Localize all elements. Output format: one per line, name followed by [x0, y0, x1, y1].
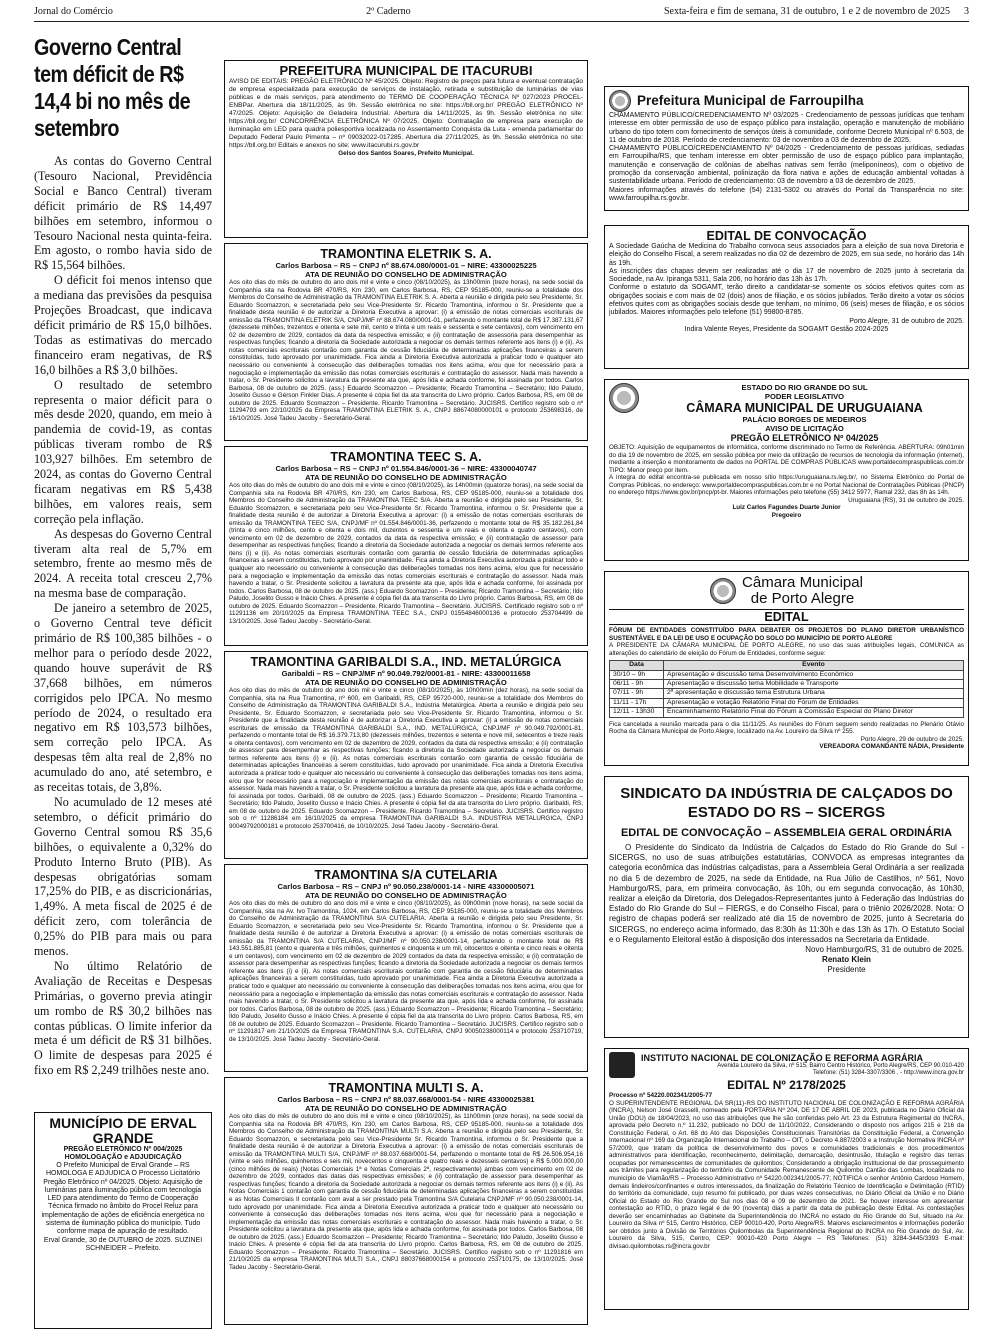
column-public-notices — [604, 86, 969, 1334]
notice-body: O Prefeito Municipal de Erval Grande – RS HOMOLOGA E ADJUDICA O Processo Licitatório Pregão Eletrônico nº 04/2025. Objeto: Aquisição de luminárias para iluminação pública com tecnologia LED para atendimento do Termo de Cooperação Técnica firmado no âmbito do Procel Reluz para implementação de ações de eficiência energética no sistema de iluminação pública do município. Tudo conforme mapa de apuração de resultado. — [41, 1162, 205, 1236]
article-paragraph: O déficit foi menos intenso que a mediana das previsões da pesquisa Projeções Broadcast, que indicava déficit primário de R$ 15,0 bilhões. Todas as estimativas do mercado financeiro eram negativas, de R$ 16,0 bilhões a R$ 3,0 bilhões. — [34, 273, 212, 377]
table-row — [610, 698, 964, 707]
article-body — [34, 154, 212, 1078]
notice-tramontina-teec — [224, 446, 588, 646]
table-cell: 06/11 - 9h — [610, 680, 664, 689]
uruguaiana-coat-of-arms-icon — [609, 383, 639, 413]
notice-subtitle: ATA DE REUNIÃO DO CONSELHO DE ADMINISTRAÇÃO — [305, 891, 507, 900]
table-cell: Apresentação e discussão tema Desenvolvimento Econômico — [664, 670, 964, 679]
notice-line: ESTADO DO RIO GRANDE DO SUL — [741, 383, 868, 392]
notice-title: SINDICATO DA INDÚSTRIA DE CALÇADOS DO ESTADO DO RS – SICERGS — [620, 785, 953, 821]
notice-process-number: Processo nº 54220.002341/2005-77 — [609, 1092, 713, 1099]
article-paragraph: No último Relatório de Avaliação de Receitas e Despesas Primárias, o governo previa atingir um rombo de R$ 30,2 bilhões nas contas públicas. O limite inferior da meta é um déficit de R$ 31 bilhões. O limite de despesas para 2025 é fixo em R$ 2,249 trilhões neste ano. — [34, 958, 212, 1078]
notice-tramontina-eletrik — [224, 243, 588, 441]
notice-date: Uruguaiana (RS), 31 de outubro de 2025. — [848, 496, 964, 504]
notice-body: Aos oito dias do mês de outubro do ano dois mil e vinte e cinco (08/10/2025), às 14h00min (quatorze horas), na sede social da Companhia sita na Rodovia BR 470/RS, Km 230, em Carlos Barbosa, RS, CEP 95185-000, reuniu-se a totalidade dos Membros do Conselho de Administração da TRAMONTINA TEEC S/A. Aberta a reunião e dirigida pelo seu Presidente, Sr. Eduardo Scomazzon, e secretariada pelo seu Vice-Presidente Sr. Ricardo Tramontina, informou o Sr. Presidente que a finalidade desta reunião é de autorizar a Diretoria Executiva a aprovar: (i) a emissão de notas comerciais escriturais de emissão da TRAMONTINA TEEC S/A, CNPJ/MF nº 01.554.846/0001-36, perfazendo o montante total de R$ 35.182.261,84 (trinta e cinco milhões, cento e oitenta e dois mil, duzentos e sessenta e um reais e oitenta e quatro centavos), com vencimento em 02 de dezembro de 2029, contados da data da respectiva emissão; e (ii) contratação de assessor para desempenhar as respectivas funções; ficando a diretoria da Sociedade autorizada a negociar os demais termos referente aos itens (i) e (ii). As notas comerciais escriturais contarão com garantia de cessão fiduciária de determinadas aplicações financeiras a serem constituídas, tudo aprovado por unanimidade. Fica ainda a Diretoria Executiva autorizada a praticar todo e qualquer ato necessário ou conveniente à consecução das deliberações tomadas nos itens acima, e/ou que for necessário para a negociação e implementação da emissão das notas comerciais escriturais e contratação do assessor. Nada mais havendo a tratar, o Sr. Presidente solicitou a lavratura da presente ata que, após lida e achada conforme, foi assinada por todos. Carlos Barbosa, 08 de outubro de 2025. (ass.) Eduardo Scomazzon – Presidente; Ricardo Tramontina – Secretário; Ildo Paludo, Joselito Gusso e Inácio Chies. A presente é cópia fiel da ata transcrita do Livro próprio. Carlos Barbosa, RS, em 08 de outubro de 2025. Eduardo Scomazzon – Presidente. Ricardo Tramontina – Secretário. JUCISRS. Certificado registro sob o nº 11291136 em 20/10/2025 da Empresa TRAMONTINA TEEC S.A., CNPJ 01554846000136 e protocolo 253704499 de 13/10/2025. José Tadeu Jacoby - Secretário-Geral. — [229, 482, 583, 625]
notice-cnpj: Carlos Barbosa – RS – CNPJ nº 90.050.238/0001-14 - NIRE 43300005071 — [277, 882, 535, 891]
notice-paragraph: As inscrições das chapas devem ser realizadas até o dia 17 de novembro de 2025 junto à secretaria da Sociedade, na Av. Ipiranga 5311, Sala 206, no horário das 13h às 17h. — [609, 267, 964, 284]
notice-paragraph: A Sociedade Gaúcha de Medicina do Trabalho convoca seus associados para a eleição de sua nova Diretoria e eleição do Conselho Fiscal, a serem realizadas no dia 02 de dezembro de 2025, em sua sede, no horário das 14h às 19h. — [609, 243, 964, 267]
newspaper-name: Jornal do Comércio — [34, 6, 113, 17]
notice-title: Câmara Municipal — [742, 574, 863, 591]
notice-cnpj: Carlos Barbosa – RS – CNPJ nº 01.554.846/0001-36 – NIRE: 43300040747 — [275, 464, 537, 473]
notice-itacurubi — [224, 60, 588, 238]
table-row — [610, 689, 964, 698]
table-cell: Encaminhamento Relatório Final do Fórum à Comissão Especial do Plano Diretor — [664, 708, 964, 717]
table-row — [610, 670, 964, 679]
notice-address: Avenida Loureiro da Silva, nº 515, Bairro Centro Histórico, Porto Alegre/RS, CEP 90.010-420 — [717, 1063, 964, 1069]
notice-title: MUNICÍPIO DE ERVAL GRANDE — [49, 1115, 197, 1146]
notice-body: Aos oito dias do mês de outubro do ano dois mil e vinte e cinco (08/10/2025), às 10h00min (dez horas), na sede social da Companhia, sita na Rua Tramontina, nº 600, em Garibaldi, RS, CEP 95720-000, reuniu-se a totalidade dos Membros do Conselho de Administração da TRAMONTINA GARIBALDI S.A., Indústria Metalúrgica. Aberta a reunião e dirigida pelo seu Presidente, Sr. Eduardo Scomazzon, e secretariada pelo seu Vice-Presidente Sr. Ricardo Tramontina, informou o Sr. Presidente que a finalidade desta reunião é de autorizar a Diretoria Executiva a aprovar: (i) a emissão de notas comerciais escriturais de emissão da TRAMONTINA GARIBALDI S.A., IND. METALÚRGICA, CNPJ/MF nº 90.049.792/0001-81, perfazendo o montante total de R$ 16.379.713,80 (dezesseis milhões, trezentos e setenta e nove mil, setecentos e treze reais e oitenta centavos), com vencimento em 02 de dezembro de 2029, contados da data da respectiva emissão; e (ii) contratação de assessor para desempenhar as respectivas funções; ficando a diretoria da Sociedade autorizada a negociar os demais termos referente aos itens (i) e (ii). As notas comerciais escriturais contarão com garantia de cessão fiduciária de determinadas aplicações financeiras a serem constituídas, tudo aprovado por unanimidade. Fica ainda a Diretoria Executiva autorizada a praticar todo e qualquer ato necessário ou conveniente à consecução das deliberações tomadas nos itens acima, e/ou que for necessário para a negociação e implementação da emissão das notas comerciais escriturais e contratação do assessor. Nada mais havendo a tratar, o Sr. Presidente solicitou a lavratura da presente ata que, após lida e achada conforme, foi assinada por todos. Garibaldi, 08 de outubro de 2025. (ass.) Eduardo Scomazzon – Presidente; Ricardo Tramontina – Secretário; Ildo Paludo, Joselito Gusso e Inácio Chies. A presente é cópia fiel da ata transcrita do Livro próprio. Garibaldi, RS, em 08 de outubro de 2025. Eduardo Scomazzon – Presidente. Ricardo Tramontina – Secretário. JUCISRS. Certifico registro sob o nº 11286184 em 16/10/2025 da empresa TRAMONTINA GARIBALDI S.A. INDUSTRIA METALURGICA, CNPJ 90049792000181 e protocolo 253700416, de 10/10/2025. José Tadeu Jacoby - Secretário-Geral. — [229, 687, 583, 830]
notice-paragraph: A íntegra do edital encontra-se publicada em nosso sítio https://uruguaiana.rs.leg.br/, no Sistema Eletrônico do Portal de Compras Públicas, no endereço: www.portaldecompraspublicas.com.br e no Portal Nacional de Contratações Públicas (PNCP) no endereço https://www.gov.br/pncp/pt-br. Maiores informações pelo telefone (55) 3412 5977, Ramal 232, das 8h às 14h. — [609, 474, 964, 497]
table-cell: 12/11 - 13h30 — [610, 708, 664, 717]
notice-intro: FÓRUM DE ENTIDADES CONSTITUÍDO PARA DEBATER OS PROJETOS DO PLANO DIRETOR URBANÍSTICO SUSTENTÁVEL E DA LEI DE USO E OCUPAÇÃO DO SOLO DO MUNICÍPIO DE PORTO ALEGRE — [609, 627, 964, 642]
notice-subtitle: ATA DE REUNIÃO DO CONSELHO DE ADMINISTRAÇÃO — [305, 473, 507, 482]
calendar-table — [609, 660, 964, 717]
notice-body: Aos oito dias do mês de outubro do ano dois mil e vinte e cinco (08/10/2025), às 13h00min (treze horas), na sede social da Companhia sita na Rodovia BR 470/RS, Km 230, em Carlos Barbosa, RS, CEP 95185-000, reuniu-se a totalidade dos Membros do Conselho de Administração da TRAMONTINA ELETRIK S. A. Aberta a reunião e dirigida pelo seu Presidente, Sr. Eduardo Scomazzon, e secretariada pelo seu Vice-Presidente Sr. Ricardo Tramontina, informou o Sr. Presidente que a finalidade desta reunião é de autorizar a Diretoria Executiva a aprovar: (i) a emissão de notas comerciais escriturais de emissão da TRAMONTINA ELETRIK S/A, CNPJ/MF nº 88.674.080/0001-01, perfazendo o montante total de R$ 17.387.131,67 (dezessete milhões, trezentos e oitenta e sete mil, cento e trinta e um reais e sessenta e sete centavos), com vencimento em 02 de dezembro de 2029, contados da data da respectiva emissão; e (ii) contratação de assessoria para desempenhar as respectivas funções; ficando a diretoria da Sociedade autorizada a negociar os demais termos referente aos itens (i) e (ii). As notas comerciais escriturais contarão com garantia de cessão fiduciária de determinadas aplicações financeiras a serem constituídas, tudo aprovado por unanimidade. Fica ainda a Diretoria Executiva autorizada a praticar todo e qualquer ato necessário ou conveniente à consecução das deliberações tomadas nos itens acima, e/ou que for necessário para a negociação e implementação da emissão das notas comerciais escriturais e contratação do assessor. Nada mais havendo a tratar, o Sr. Presidente solicitou a lavratura da presente ata que, após lida e achada conforme, foi assinada por todos. Carlos Barbosa, 08 de outubro de 2025. (ass.) Eduardo Scomazzon – Presidente; Ricardo Tramontina – Secretário; Ildo Paludo, Joselito Gusso e Gérson Finkler Dias. A presente é cópia fiel da ata transcrita do Livro próprio. Carlos Barbosa, RS, em 08 de outubro de 2025. Eduardo Scomazzon – Presidente. Ricardo Tramontina – Secretário. JUCISRS. Certifico registro sob o nº 11294793 em 22/10/2025 da Empresa TRAMONTINA ELETRIK S. A., CNPJ 88674080000101 e protocolo 253698316, de 16/10/2025. José Tadeu Jacoby - Secretário-Geral. — [229, 279, 583, 422]
issue-date: Sexta-feira e fim de semana, 31 de outubro, 1 e 2 de novembro de 2025 — [663, 6, 950, 17]
notice-body: AVISO DE EDITAIS: PREGÃO ELETRÔNICO Nº 45/2025. Objeto: Registro de preços para futura e eventual contratação de empresa especializada para execução de serviços de instalação, retirada e substituição de luminárias de vias públicas e de mais serviços, para atendimento do TERMO DE COOPERAÇÃO TÉCNICA Nº 027/2023 PROCEL-ENBPar. Abertura dia 18/11/2025, às 9h. Sessão eletrônica no site: https://bll.org.br/ PREGÃO ELETRÔNICO Nº 47/2025. Objeto: Aquisição de Geladeira Industrial. Abertura dia 14/11/2025, às 9h. Sessão eletrônica no site: https://bll.org.br/ CONCORRÊNCIA ELETRÔNICA Nº 07/2025. Objeto: Contratação de empresa para execução de iluminação em LED para quadra poliesportiva localizada no Assentamento Conquista da Luta - emenda parlamentar do Deputado Federal Paulo Pimenta – nº 09032022-017285. Abertura dia 27/11/2025, às 9h. Sessão eletrônica no site: https://bll.org.br/ Editais e anexos no site: www.itacurubi.rs.gov.br — [229, 78, 583, 149]
notice-body: O Presidente do Sindicato da Indústria de Calçados do Estado do Rio Grande do Sul - SICERGS, no uso de suas atribuições estatutárias, CONVOCA as empresas integrantes da categoria econômica das indústrias calçadistas, para a Assembleia Geral Ordinária a ser realizada no dia 5 de dezembro de 2025, na sede da Entidade, na Rua Júlio de Castilhos, nº 561, Novo Hamburgo/RS, para, em primeira convocação, às 10h, ou em segunda convocação, às 10h30, realizar a eleição da Diretoria, dos Delegados-Representantes junto à Federação das Indústrias do Estado do Rio Grande do Sul – FIERGS, e do Conselho Fiscal, para o triênio 2026/2028. Nota: O registro de chapas poderá ser realizado até dia 15 de novembro de 2025, junto à Secretaria do SICERGS, no endereço acima informado, das 8:30h às 11:30h e das 13h às 17h. O Estatuto Social e o Regulamento Eleitoral estão à disposição dos interessados na Secretaria da Entidade. — [609, 843, 964, 944]
notice-body: Aos oito dias do mês de outubro do ano dois mil e vinte e cinco (08/10/2025), às 09h00min (nove horas), na sede social da Companhia, sita na Av. Ivo Tramontina, 1024, em Carlos Barbosa, RS, CEP 95185-000, reuniu-se a totalidade dos Membros do Conselho de Administração da TRAMONTINA S/A CUTELARIA. Aberta a reunião e dirigida pelo seu Presidente, Sr. Eduardo Scomazzon, e secretariada pelo seu Vice-Presidente Sr. Ricardo Tramontina, informou o Sr. Presidente que a finalidade desta reunião é de autorizar a Diretoria Executiva a aprovar: (i) a emissão de notas comerciais escriturais de emissão da TRAMONTINA S/A CUTELARIA, CNPJ/MF nº 90.050.238/0001-14, perfazendo o montante total de R$ 143.551.885,81 (cento e quarenta e três milhões, quinhentos e cinquenta e um mil, oitocentos e oitenta e cinco reais e oitenta e um centavos), com vencimento em 02 de dezembro de 2029 contados da data da respectiva emissão; e (ii) contratação de assessor para desempenhar as respectivas funções; ficando a diretoria da Sociedade autorizada a negociar os demais termos referente aos itens (i) e (ii). As notas comerciais escriturais contarão com garantia de cessão fiduciária de determinadas aplicações financeiras a serem constituídas, tudo aprovado por unanimidade. Fica ainda a Diretoria Executiva autorizada a praticar todo e qualquer ato necessário ou conveniente à consecução das deliberações tomadas nos itens acima, e/ou que for necessário para a negociação e implementação da emissão das notas comerciais escriturais e contratação do assessor. Nada mais havendo a tratar, o Sr. Presidente solicitou a lavratura da presente ata que, após lida e achada conforme, foi assinada por todos. Carlos Barbosa, 08 de outubro de 2025. (ass.) Eduardo Scomazzon – Presidente; Ricardo Tramontina – Secretário; Ildo Paludo, Joselito Gusso e Inácio Chies. A presente é cópia fiel da ata transcrita do Livro próprio. Carlos Barbosa, RS, em 08 de outubro de 2025. Eduardo Scomazzon – Presidente. Ricardo Tramontina – Secretário. JUCISRS. Certifico registro sob o nº 11291817 em 21/10/2025 da Empresa TRAMONTINA S.A. CUTELARIA, CNPJ 90050238000114 e protocolo 253710719, de 13/10/2025. José Tadeu Jacoby - Secretário-Geral. — [229, 900, 583, 1043]
notice-sicergs — [604, 776, 969, 1038]
notice-title: TRAMONTINA GARIBALDI S.A., IND. METALÚRGICA — [250, 655, 562, 669]
article-paragraph: As despesas do Governo Central tiveram alta real de 5,7% em setembro, frente ao mesmo mês de 2024. A receita total cresceu 2,7% na mesma base de comparação. — [34, 526, 212, 601]
notice-signature: Erval Grande, 30 de OUTUBRO de 2025. SUZINEI SCHNEIDER – Prefeito. — [43, 1236, 203, 1252]
notice-signature: VEREADORA COMANDANTE NÁDIA, Presidente — [819, 743, 964, 751]
notice-title: Prefeitura Municipal de Farroupilha — [637, 93, 864, 108]
article-headline: Governo Central tem déficit de R$ 14,4 bi no mês de setembro — [34, 34, 191, 141]
notice-body: O SUPERINTENDENTE REGIONAL DA SR(11)-RS DO INSTITUTO NACIONAL DE COLONIZAÇÃO E REFORMA AGRÁRIA (INCRA), Nelson José Grasselli, nomeado pela PORTARIA Nº 204, DE 17 DE ABRIL DE 2023, publicada no Diário Oficial da União (DOU) de 18/04/2023, no uso das atribuições que lhe são conferidas pelo Art. 23 da Estrutura Regimental do INCRA, aprovada pelo Decreto n.º 11.232, publicado no DOU de 11/10/2022, Considerando o disposto nos artigos 215 e 216 da Constituição Federal, o Art. 68 do Ato das Disposições Constitucionais Transitórias da Constituição Federal, a Convenção Internacional nº 169 da Organização Internacional do Trabalho – OIT, o Decreto 4.887/2003 e a Instrução Normativa INCRA nº 57/2009, que tratam da política de desenvolvimento dos povos e comunidades tradicionais e dos procedimentos administrativos para identificação, reconhecimento, delimitação, demarcação, desintrusão, titulação e registro das terras ocupadas por remanescentes de comunidades de quilombos; Considerando a obrigação institucional de dar prosseguimento aos trâmites para regularização do território da Comunidade Remanescente de Quilombo Cantão das Lombas, localizada no município de Viamão/RS – Processo Administrativo nº 54220.002341/2005-77; NOTIFICA o senhor Antônio Cardoso Homem, demais lindeiros/confinantes e outros interessados, da finalização do Relatório Técnico de Identificação e Delimitação (RTID) do território da comunidade, cujo resumo foi publicado, por duas vezes consecutivas, no Diário Oficial da União e no Diário Oficial do Estado do Rio Grande do Sul nos dias 08 e 09 de dezembro de 2021. Se houver interesse em apresentar contestação ao RTID, o prazo legal é de 90 (noventa) dias a partir da data de publicação deste Edital. As contestações deverão ser encaminhadas ao Gabinete da Superintendência do INCRA no estado do Rio Grande do Sul, situado na Av. Loureiro da Silva nº 515, Centro Histórico, CEP 90010-420, Porto Alegre/RS. Maiores esclarecimentos e informações poderão ser obtidos junto à Divisão de Territórios Quilombolas da Superintendência Regional do INCRA no Rio Grande do Sul, Av. Loureiro da Silva, 515, Centro, CEP: 90010-420 Porto Alegre – RS Telefones: (51) 3284-3445/3393 E-mail: divisao.quilombolas.rs@incra.gov.br — [609, 1099, 964, 1250]
notice-signature-role: Pregoeiro — [771, 511, 802, 519]
notice-subtitle: EDITAL DE CONVOCAÇÃO – ASSEMBLEIA GERAL ORDINÁRIA — [620, 827, 953, 839]
notice-title: TRAMONTINA MULTI S. A. — [328, 1081, 484, 1095]
table-header-row — [610, 661, 964, 670]
table-cell: Apresentação e votação Relatório Final do Fórum de Entidades — [664, 698, 964, 707]
notice-paragraph: CHAMAMENTO PÚBLICO/CREDENCIAMENTO Nº 03/2025 - Credenciamento de pessoas jurídicas que tenham interesse em obter permissão de uso de espaço público para instalação, operação e manutenção de mobiliário urbano do tipo totem com fornecimento de serviços úteis à comunidade, conforme Decreto Municipal nº 6.503, de 11 de outubro de 2018. Período de credenciamento: 03 de novembro a 03 de dezembro de 2025. — [609, 112, 964, 144]
table-cell: 07/11 - 9h — [610, 689, 664, 698]
notice-tramontina-multi — [224, 1077, 588, 1325]
notice-erval-grande — [34, 1112, 212, 1329]
notice-paragraph: Maiores informações através do telefone (54) 2131-5302 ou através do Portal da Transparência no site: www.farroupilha.rs.gov.br. — [609, 186, 964, 202]
notice-signature: Gelso dos Santos Soares, Prefeito Municipal. — [338, 150, 474, 157]
notice-tramontina-garibaldi — [224, 651, 588, 859]
notice-subtitle: ATA DE REUNIÃO DO CONSELHO DE ADMINISTRAÇÃO — [305, 678, 507, 687]
article-paragraph: As contas do Governo Central (Tesouro Nacional, Previdência Social e Banco Central) tiveram déficit primário de R$ 14,497 bilhões em setembro, informou o Tesouro Nacional nesta quinta-feira. Em agosto, o rombo havia sido de R$ 15,564 bilhões. — [34, 154, 212, 273]
notice-intro: A PRESIDENTE DA CÂMARA MUNICIPAL DE PORTO ALEGRE, no uso das suas atribuições legais, COMUNICA as alterações do calendário de eleição do Fórum de Entidades, conforme segue: — [609, 642, 964, 657]
notice-cnpj: Carlos Barbosa – RS – CNPJ nº 88.037.668/0001-54 - NIRE 43300025381 — [277, 1095, 535, 1104]
notice-date: Novo Hamburgo/RS, 31 de outubro de 2025. — [805, 945, 964, 955]
notice-sogamt — [604, 225, 969, 369]
table-row — [610, 680, 964, 689]
notice-signature: Renato Klein — [822, 955, 871, 965]
notice-line: PALÁCIO BORGES DE MEDEIROS — [742, 415, 867, 424]
page-header — [34, 6, 969, 22]
notice-signature: Luiz Carlos Fagundes Duarte Junior — [732, 504, 841, 512]
notice-camara-porto-alegre — [604, 571, 969, 766]
notice-edital-label: EDITAL — [609, 609, 964, 625]
notice-cnpj: Garibaldi – RS – CNPJ/MF nº 90.049.792/0001-81 - NIRE: 43300011658 — [281, 669, 531, 678]
notice-paragraph: Conforme o estatuto da SOGAMT, terão direito a candidatar-se somente os sócios efetivos quites com as obrigações sociais e com mais de 02 (dois) anos de filiação, e os sócios jubilados. Terão direito a votar os sócios efetivos quites com as obrigações sociais desde que tenham, no mínimo, 06 (seis) meses de filiação, e os sócios jubilados. Maiores informações pelo telefone (51) 99800-8785. — [609, 284, 964, 317]
notice-line: PODER LEGISLATIVO — [764, 392, 845, 401]
notice-farroupilha — [604, 86, 969, 211]
table-header: Evento — [664, 661, 964, 670]
notice-paragraph: CHAMAMENTO PÚBLICO/CREDENCIAMENTO Nº 04/2025 - Credenciamento de pessoas jurídicas, sediadas em Farroupilha/RS, que tenham interesse em obter permissão de uso de espaço público para implantação, manutenção e conservação de colônias de abelhas nativas sem ferrão (meliponíneos), com o objetivo de promoção da conservação ambiental, polinização da flora nativa e ações de educação ambiental voltadas à sustentabilidade urbana. Período de credenciamento: 03 de novembro a 03 de dezembro de 2025. — [609, 145, 964, 186]
notice-date: Porto Alegre, 29 de outubro de 2025. — [860, 735, 964, 743]
notice-title: TRAMONTINA ELETRIK S. A. — [320, 247, 492, 261]
notice-title: TRAMONTINA S/A CUTELARIA — [314, 868, 498, 882]
notice-subtitle: ATA DE REUNIÃO DO CONSELHO DE ADMINISTRAÇÃO — [305, 1104, 507, 1113]
table-row — [610, 708, 964, 717]
column-article — [34, 26, 212, 1334]
notice-signature-role: Presidente — [827, 965, 866, 975]
page-number: 3 — [963, 6, 969, 17]
table-cell: 11/11 - 17h — [610, 698, 664, 707]
column-legal-notices — [224, 60, 588, 1334]
article-paragraph: O resultado de setembro representa o maior déficit para o mês desde 2020, quando, em meio à pandemia de covid-19, as contas públicas tiveram rombo de R$ 103,927 bilhões. Em setembro de 2024, as contas do Governo Central ficaram negativas em R$ 5,438 bilhões, em valores reais, sem correção pela inflação. — [34, 377, 212, 526]
notice-title: TRAMONTINA TEEC S. A. — [330, 450, 482, 464]
notice-title: de Porto Alegre — [750, 590, 855, 607]
notice-body: Aos oito dias do mês de outubro do ano dois mil e vinte e cinco (08/10/2025), às 11h00min (onze horas), na sede social da Companhia sita na Rodovia BR 470/RS, Km 230, em Carlos Barbosa, RS, CEP 95185-000, reuniu-se a totalidade dos Membros do Conselho de Administração da TRAMONTINA MULTI S.A. Aberta a reunião e dirigida pelo seu Presidente, Sr. Eduardo Scomazzon, e secretariada pelo seu Vice-Presidente Sr. Ricardo Tramontina, informou o Sr. Presidente que a finalidade desta reunião é de autorizar a Diretoria Executiva a aprovar: (i) a emissão de notas comerciais escriturais de emissão da TRAMONTINA MULTI S/A, CNPJ/MF nº 88.037.668/0001-54, perfazendo o montante total de R$ 26.506.954,16 (vinte e seis milhões, quinhentos e seis mil, novecentos e cinquenta e quatro reais e dezesseis centavos) e R$ 5.000.000,00 (cinco milhões de reais) (Notas Comerciais 1ª e Notas Comerciais 2ª, respectivamente) ambas com vencimento em 02 de dezembro de 2029, contados das datas das respectivas emissões; e (ii) contratação de assessor para desempenhar as respectivas funções; ficando a diretoria da Sociedade autorizada a negociar os demais termos referente aos itens (i) e (ii). As Notas Comerciais 1 contarão com garantia de cessão fiduciária de determinadas aplicações financeiras a serem constituídas e as Notas Comerciais II contarão com aval a ser prestado pela Tramontina S/A Cutelaria CNPJ/MF nº 90.050.238/0001-14, tudo aprovado por unanimidade. Fica ainda a Diretoria Executiva autorizada a praticar todo e qualquer ato necessário ou conveniente à consecução das deliberações tomadas nos itens acima, e/ou que for necessário para a negociação e implementação da emissão das notas comerciais escriturais e contratação do assessor. Nada mais havendo a tratar, o Sr. Presidente solicitou a lavratura da presente ata que, após lida e achada conforme, foi assinada por todos. Carlos Barbosa, 08 de outubro de 2025. (ass.) Eduardo Scomazzon – Presidente; Ricardo Tramontina – Secretário; Ildo Paludo, Joselito Gusso e Inácio Chies. A presente é cópia fiel da ata transcrita do Livro próprio. Carlos Barbosa, RS, em 08 de outubro de 2025. Eduardo Scomazzon – Presidente. Ricardo Tramontina – Secretário. JUCISRS. Certifico registro sob o nº 11291816 em 21/10/2025 da empresa TRAMONTINA MULTI S.A., CNPJ 88037668000154 e protocolo 253710175, de 13/10/2025. José Tadeu Jacoby - Secretário-Geral. — [229, 1113, 583, 1271]
notice-date: Porto Alegre, 31 de outubro de 2025. — [849, 317, 964, 325]
notice-line: AVISO DE LICITAÇÃO — [765, 424, 844, 433]
notice-subtitle: PREGÃO ELETRÔNICO Nº 004/2025 HOMOLOGAÇÃO e ADJUDICAÇÃO — [63, 1146, 183, 1161]
notice-cnpj: Carlos Barbosa – RS – CNPJ nº 88.674.080/0001-01 – NIRE: 43300025225 — [275, 261, 537, 270]
table-cell: 30/10 – 9h — [610, 670, 664, 679]
table-cell: Apresentação e discussão tema Mobilidade e Transporte — [664, 680, 964, 689]
notice-phone: Telefone: (51) 3284-3307/3306 , - http://www.incra.gov.br — [813, 1070, 964, 1076]
notice-camara-uruguaiana — [604, 379, 969, 561]
article-paragraph: De janeiro a setembro de 2025, o Governo Central teve déficit primário de R$ 100,385 bilhões - o melhor para o período desde 2022, quando houve superávit de R$ 37,668 bilhões, em números corrigidos pelo IPCA. No mesmo período de 2024, o resultado era negativo em R$ 103,573 bilhões, sem correção pelo IPCA. As despesas têm alta real de 2,8% no acumulado do ano, até setembro, e as receitas totais, de 3,8%. — [34, 601, 212, 795]
notice-tramontina-cutelaria — [224, 864, 588, 1072]
farroupilha-coat-of-arms-icon — [609, 90, 631, 112]
notice-title: EDITAL DE CONVOCAÇÃO — [706, 229, 867, 243]
porto-alegre-coat-of-arms-icon — [710, 578, 736, 604]
notice-subtitle: ATA DE REUNIÃO DO CONSELHO DE ADMINISTRAÇÃO — [305, 270, 507, 279]
section-name: 2º Caderno — [366, 6, 411, 17]
table-header: Data — [610, 661, 664, 670]
notice-paragraph: Fica cancelada a reunião marcada para o dia 11/11/25. As reuniões do Fórum seguem sendo realizadas no Plenário Otávio Rocha da Câmara Municipal de Porto Alegre, localizado na Av. Loureiro da Silva nº 255. — [609, 720, 964, 736]
incra-logo-icon — [609, 1052, 635, 1078]
notice-title: CÂMARA MUNICIPAL DE URUGUAIANA — [686, 401, 923, 415]
notice-incra — [604, 1048, 969, 1310]
notice-title: INSTITUTO NACIONAL DE COLONIZAÇÃO E REFORMA AGRÁRIA — [641, 1053, 923, 1063]
notice-signature: Indira Valente Reyes, Presidente da SOGAMT Gestão 2024-2025 — [684, 325, 889, 333]
table-cell: 2ª apresentação e discussão tema Estrutura Urbana — [664, 689, 964, 698]
notice-title: PREFEITURA MUNICIPAL DE ITACURUBI — [279, 63, 533, 78]
notice-paragraph: OBJETO: Aquisição de equipamentos de informática, conforme discriminado no Termo de Referência. ABERTURA: 09h01min do dia 19 de novembro de 2025, em sessão pública por meio da utilização de recursos de tecnologia da informação (internet), mediante a inserção e monitoramento de dados no PORTAL DE COMPRAS PÚBLICAS www.portaldecompraspublicas.com.br TIPO: Menor preço por item. — [609, 444, 964, 474]
notice-line: PREGÃO ELETRÔNICO Nº 04/2025 — [730, 433, 879, 443]
notice-edital-number: EDITAL Nº 2178/2025 — [727, 1078, 846, 1092]
article-paragraph: No acumulado de 12 meses até setembro, o déficit primário do Governo Central somou R$ 35,6 bilhões, o equivalente a 0,32% do Produto Interno Bruto (PIB). As despesas obrigatórias somam 17,25% do PIB, e as discricionárias, 1,49%. A meta fiscal de 2025 é de déficit zero, com tolerância de 0,25% do PIB para mais ou para menos. — [34, 794, 212, 959]
